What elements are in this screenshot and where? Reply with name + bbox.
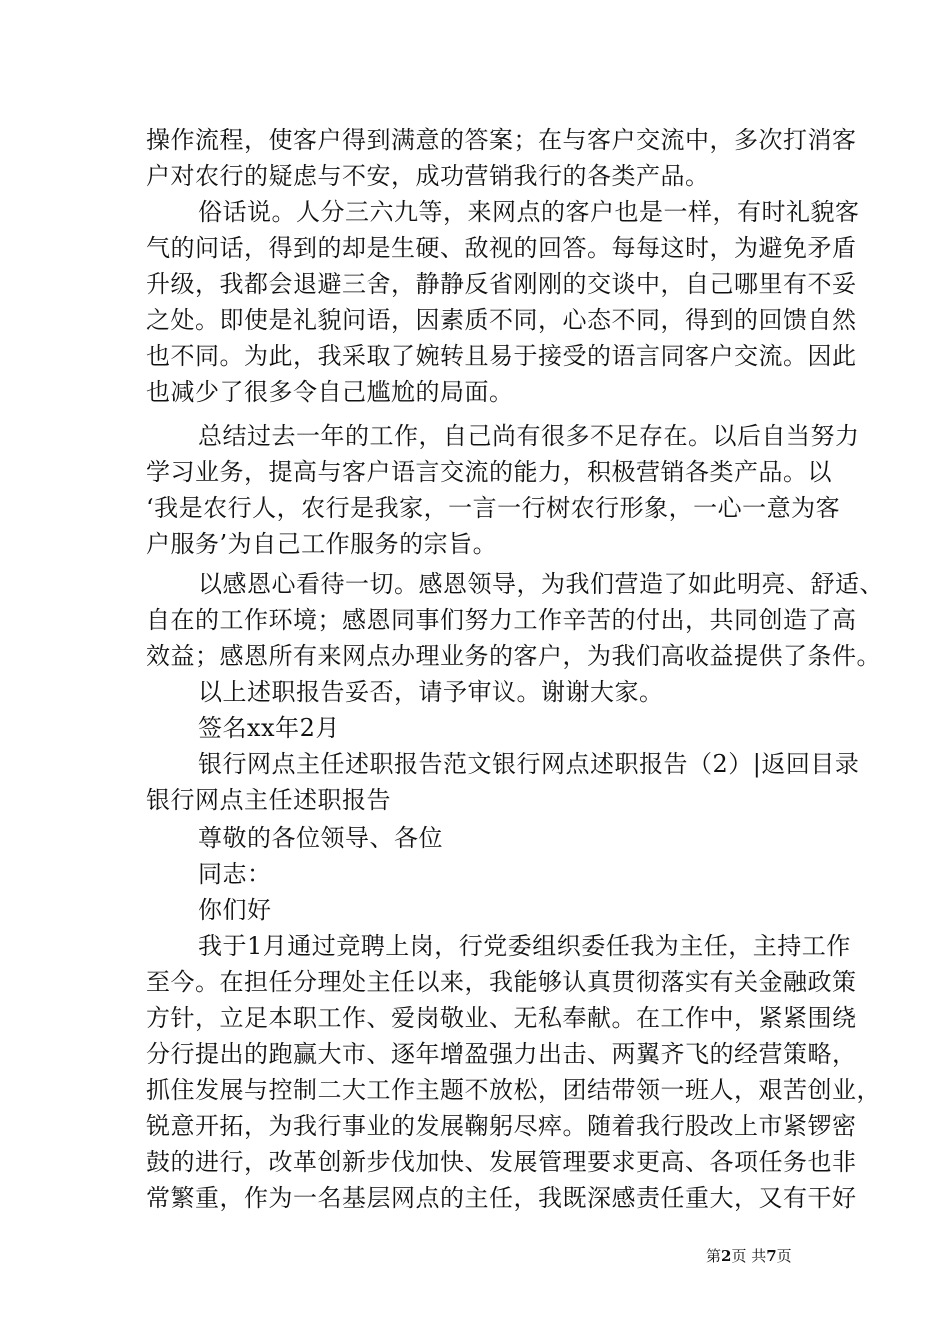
greeting: 你们好 — [198, 896, 272, 924]
footer-prefix: 第 — [706, 1247, 722, 1265]
text-line: 我于1月通过竞聘上岗，行党委组织委任我为主任，主持工作 — [198, 932, 851, 960]
section-heading-link: 银行网点主任述职报告范文银行网点述职报告（2）|返回目录 — [198, 750, 860, 778]
current-page-number: 2 — [721, 1247, 732, 1265]
report-title: 银行网点主任述职报告 — [146, 786, 391, 814]
salutation: 同志： — [198, 860, 272, 888]
text-line: 操作流程，使客户得到满意的答案；在与客户交流中，多次打消客 — [146, 126, 857, 154]
signature-date: 签名xx年2月 — [198, 714, 340, 742]
text-line: 效益；感恩所有来网点办理业务的客户，为我们高收益提供了条件。 — [146, 642, 881, 670]
text-line: 至今。在担任分理处主任以来，我能够认真贯彻落实有关金融政策 — [146, 968, 857, 996]
text-line: 户服务’为自己工作服务的宗旨。 — [146, 530, 498, 558]
text-line: 之处。即使是礼貌问语，因素质不同，心态不同，得到的回馈自然 — [146, 306, 857, 334]
text-line: 也不同。为此，我采取了婉转且易于接受的语言同客户交流。因此 — [146, 342, 857, 370]
text-line: 总结过去一年的工作，自己尚有很多不足存在。以后自当努力 — [198, 422, 860, 450]
text-line: 方针，立足本职工作、爱岗敬业、无私奉献。在工作中，紧紧围绕 — [146, 1004, 857, 1032]
text-line: 常繁重，作为一名基层网点的主任，我既深感责任重大，又有干好 — [146, 1184, 857, 1212]
text-line: ‘我是农行人，农行是我家，一言一行树农行形象，一心一意为客 — [146, 494, 841, 522]
footer-suffix: 页 — [776, 1247, 792, 1265]
page-footer — [706, 1246, 792, 1266]
text-line: 升级，我都会退避三舍，静静反省刚刚的交谈中，自己哪里有不妥 — [146, 270, 857, 298]
salutation: 尊敬的各位领导、各位 — [198, 824, 443, 852]
total-page-number: 7 — [766, 1247, 777, 1265]
text-line: 户对农行的疑虑与不安，成功营销我行的各类产品。 — [146, 162, 710, 190]
text-line: 自在的工作环境；感恩同事们努力工作辛苦的付出，共同创造了高 — [146, 606, 857, 634]
text-line: 气的问话，得到的却是生硬、敌视的回答。每每这时，为避免矛盾 — [146, 234, 857, 262]
text-line: 抓住发展与控制二大工作主题不放松，团结带领一班人，艰苦创业， — [146, 1076, 881, 1104]
footer-middle: 页 共 — [731, 1247, 767, 1265]
text-line: 也减少了很多令自己尴尬的局面。 — [146, 378, 514, 406]
text-line: 俗话说。人分三六九等，来网点的客户也是一样，有时礼貌客 — [198, 198, 860, 226]
text-line: 分行提出的跑赢大市、逐年增盈强力出击、两翼齐飞的经营策略， — [146, 1040, 857, 1068]
text-line: 鼓的进行，改革创新步伐加快、发展管理要求更高、各项任务也非 — [146, 1148, 857, 1176]
text-line: 学习业务，提高与客户语言交流的能力，积极营销各类产品。以 — [146, 458, 832, 486]
text-line: 锐意开拓，为我行事业的发展鞠躬尽瘁。随着我行股改上市紧锣密 — [146, 1112, 857, 1140]
text-line: 以上述职报告妥否，请予审议。谢谢大家。 — [198, 678, 664, 706]
text-line: 以感恩心看待一切。感恩领导，为我们营造了如此明亮、舒适、 — [198, 570, 884, 598]
